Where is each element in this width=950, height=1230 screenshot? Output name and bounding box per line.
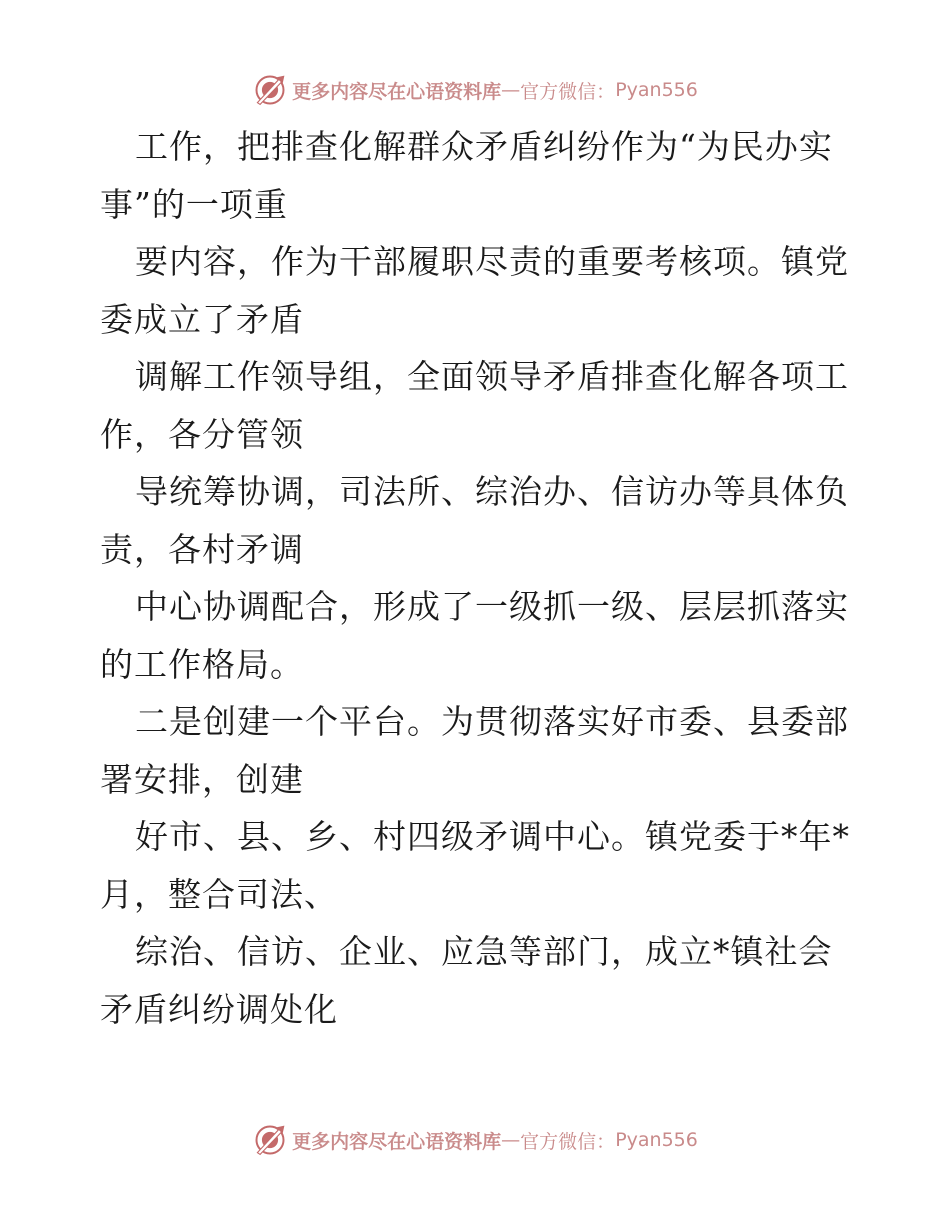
watermark-wechat-label: 官方微信：: [520, 1130, 616, 1153]
watermark-wechat-label: 官方微信：: [520, 80, 616, 103]
text-line: 月，整合司法、: [100, 874, 338, 914]
text-line: 好市、县、乡、村四级矛调中心。镇党委于*年*: [135, 817, 850, 856]
text-line: 导统筹协调，司法所、综治办、信访办等具体负: [135, 472, 849, 511]
text-line: 责，各村矛调: [100, 529, 304, 569]
watermark-site-name: 更多内容尽在心语资料库: [292, 1130, 502, 1153]
text-line: 二是创建一个平台。为贯彻落实好市委、县委部: [135, 702, 849, 741]
document-body: [100, 118, 860, 1038]
text-line: 中心协调配合，形成了一级抓一级、层层抓落实: [135, 587, 849, 626]
watermark-wechat-id: Pyan556: [615, 1129, 698, 1151]
text-line: 委成立了矛盾: [100, 299, 304, 339]
pen-logo-icon: [252, 1122, 288, 1158]
text-line: 综治、信访、企业、应急等部门，成立*镇社会: [135, 932, 833, 971]
watermark-dash: —: [501, 1129, 521, 1151]
text-line: 工作，把排查化解群众矛盾纠纷作为“为民办实: [135, 127, 833, 166]
watermark-dash: —: [501, 79, 521, 101]
text-line: 署安排，创建: [100, 759, 304, 799]
text-line: 作，各分管领: [100, 414, 304, 454]
text-line: 调解工作领导组，全面领导矛盾排查化解各项工: [135, 357, 849, 396]
pen-logo-icon: [252, 72, 288, 108]
footer-watermark: [0, 1120, 950, 1160]
watermark-site-name: 更多内容尽在心语资料库: [292, 80, 502, 103]
text-line: 要内容，作为干部履职尽责的重要考核项。镇党: [135, 242, 849, 281]
text-line: 事”的一项重: [100, 184, 288, 224]
text-line: 矛盾纠纷调处化: [100, 989, 338, 1029]
text-line: 的工作格局。: [100, 644, 304, 684]
watermark-wechat-id: Pyan556: [615, 79, 698, 101]
header-watermark: [0, 70, 950, 110]
